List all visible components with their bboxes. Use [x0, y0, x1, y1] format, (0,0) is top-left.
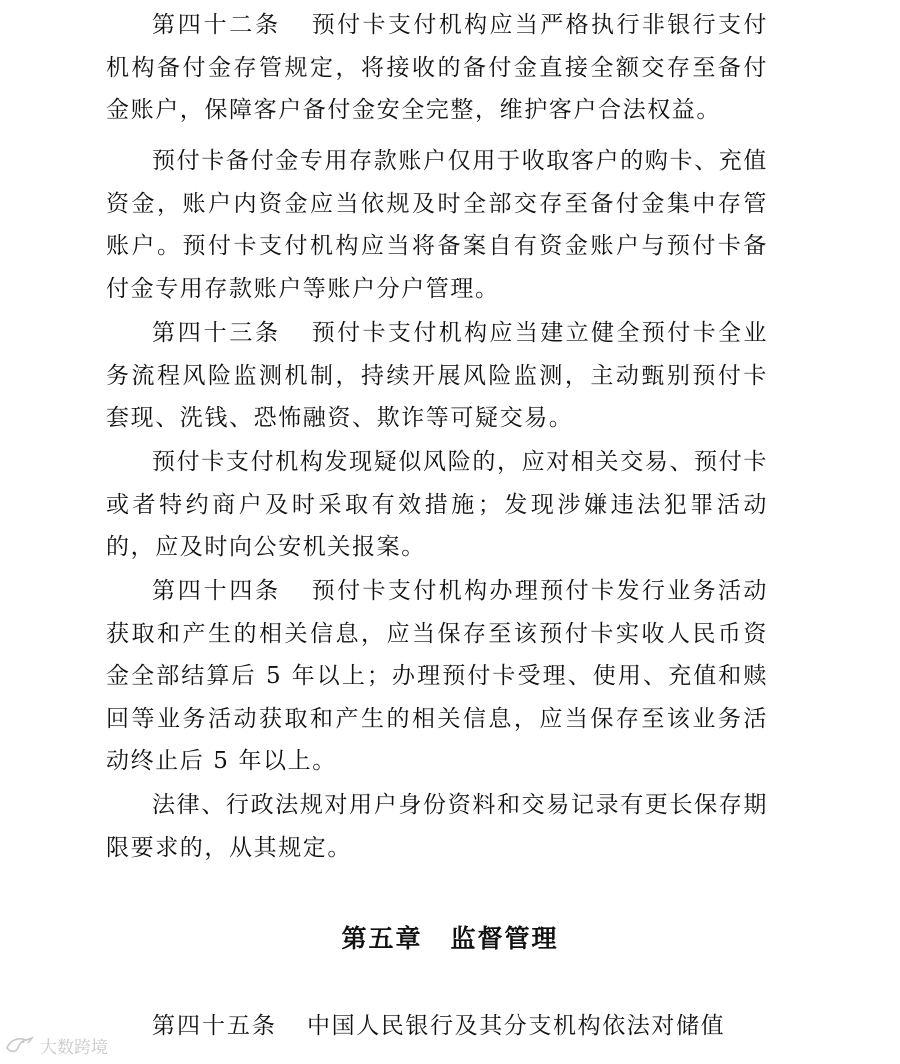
watermark	[4, 1033, 108, 1058]
article-number: 第四十二条	[152, 12, 281, 38]
article-number: 第四十三条	[152, 320, 281, 346]
chapter-title: 监督管理	[450, 924, 559, 953]
article-number: 第四十四条	[152, 578, 281, 604]
article-45-paragraph	[106, 1005, 768, 1048]
bird-logo-icon	[4, 1034, 34, 1058]
article-43-paragraph	[106, 312, 768, 440]
paragraph-text: 预付卡备付金专用存款账户仅用于收取客户的购卡、充值资金，账户内资金应当依规及时全部交存至备付金集中存管账户。预付卡支付机构应当将备案自有资金账户与预付卡备付金专用存款账户等账户分户管理。	[106, 148, 768, 302]
watermark-text: 大数跨境	[40, 1038, 108, 1058]
body-paragraph	[106, 784, 768, 869]
article-42-paragraph	[106, 4, 768, 132]
paragraph-text: 法律、行政法规对用户身份资料和交易记录有更长保存期限要求的，从其规定。	[106, 792, 768, 861]
paragraph-text: 预付卡支付机构发现疑似风险的，应对相关交易、预付卡或者特约商户及时采取有效措施；发现涉嫌违法犯罪活动的，应及时向公安机关报案。	[106, 449, 768, 561]
article-44-paragraph	[106, 570, 768, 783]
paragraph-text: 预付卡支付机构应当严格执行非银行支付机构备付金存管规定，将接收的备付金直接全额交存至备付金账户，保障客户备付金安全完整，维护客户合法权益。	[106, 12, 769, 124]
chapter-heading	[0, 919, 900, 955]
article-number: 第四十五条	[152, 1013, 277, 1039]
paragraph-text: 预付卡支付机构应当建立健全预付卡全业务流程风险监测机制，持续开展风险监测，主动甄别预付卡套现、洗钱、恐怖融资、欺诈等可疑交易。	[106, 320, 769, 432]
body-paragraph	[106, 140, 768, 310]
body-paragraph	[106, 441, 768, 569]
chapter-number: 第五章	[341, 924, 423, 953]
paragraph-text: 预付卡支付机构办理预付卡发行业务活动获取和产生的相关信息，应当保存至该预付卡实收人民币资金全部结算后 5 年以上；办理预付卡受理、使用、充值和赎回等业务活动获取和产生的相关信息，应当保存至该业务活动终止后 5 年以上。	[106, 578, 769, 775]
paragraph-text: 中国人民银行及其分支机构依法对储值	[307, 1013, 726, 1039]
